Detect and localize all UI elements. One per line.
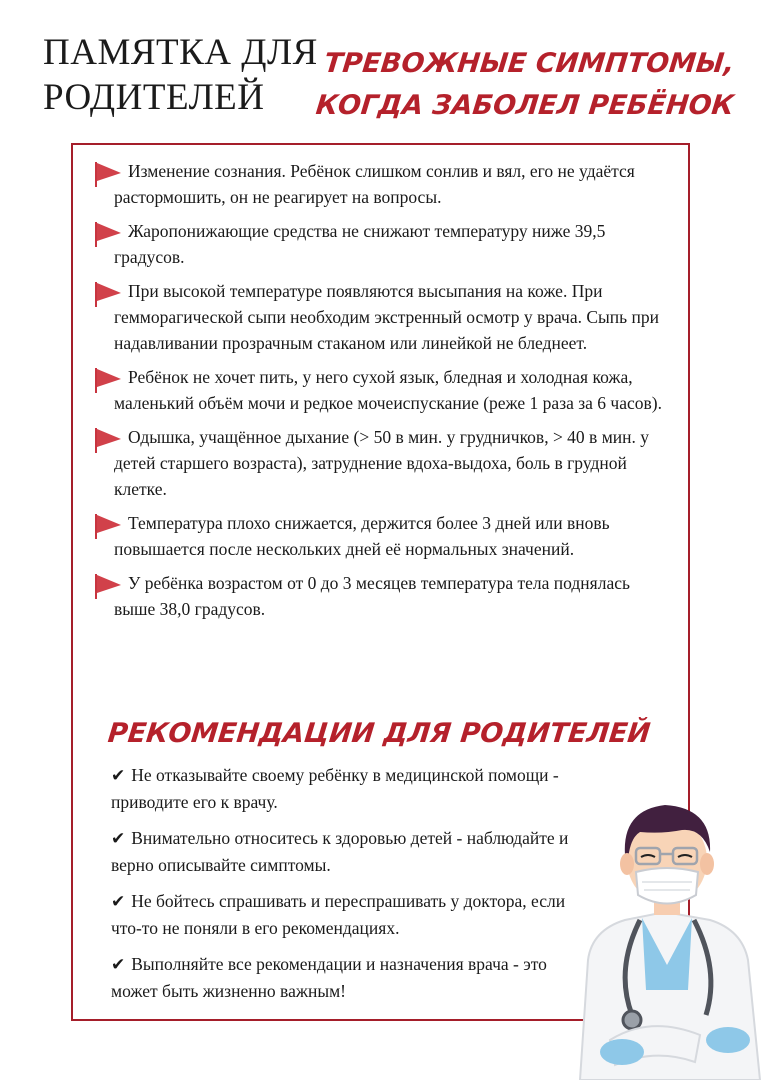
recommendations-heading: РЕКОМЕНДАЦИИ ДЛЯ РОДИТЕЛЕЙ — [106, 718, 652, 749]
red-flag-icon — [93, 572, 123, 600]
symptom-item — [93, 570, 668, 622]
recommendation-text: Не бойтесь спрашивать и переспрашивать у доктора, если что-то не поняли в его рекомендациях. — [111, 891, 566, 938]
recommendation-list — [111, 762, 586, 1014]
recommendation-text: Внимательно относитесь к здоровью детей - наблюдайте и верно описывайте симптомы. — [111, 828, 569, 875]
red-flag-icon — [93, 426, 123, 454]
recommendation-text: Выполняйте все рекомендации и назначения врача - это может быть жизненно важным! — [111, 954, 547, 1001]
symptom-text: Одышка, учащённое дыхание (> 50 в мин. у грудничков, > 40 в мин. у детей старшего возраста), затруднение вдоха-выдоха, боль в грудной клетке. — [114, 427, 650, 499]
recommendation-item — [111, 762, 586, 815]
symptom-item — [93, 424, 668, 502]
check-icon: ✔ — [111, 955, 126, 975]
recommendation-text: Не отказывайте своему ребёнку в медицинской помощи - приводите его к врачу. — [111, 765, 559, 812]
symptom-item — [93, 158, 668, 210]
red-flag-icon — [93, 160, 123, 188]
symptom-item — [93, 218, 668, 270]
check-icon: ✔ — [111, 766, 126, 786]
symptom-text: Ребёнок не хочет пить, у него сухой язык, бледная и холодная кожа, маленький объём мочи и редкое мочеиспускание (реже 1 раза за 6 часов). — [114, 367, 662, 413]
page-title: ПАМЯТКА ДЛЯ РОДИТЕЛЕЙ — [43, 32, 318, 118]
check-icon: ✔ — [111, 892, 126, 912]
red-flag-icon — [93, 512, 123, 540]
symptom-text: У ребёнка возрастом от 0 до 3 месяцев температура тела поднялась выше 38,0 градусов. — [114, 573, 630, 619]
red-flag-icon — [93, 366, 123, 394]
symptom-text: При высокой температуре появляются высыпания на коже. При гемморагической сыпи необходим экстренный осмотр у врача. Сыпь при надавливании прозрачным стаканом или линейкой не бледнеет. — [114, 281, 659, 353]
symptom-text: Изменение сознания. Ребёнок слишком сонлив и вял, его не удаётся растормошить, он не реагирует на вопросы. — [114, 161, 635, 207]
red-flag-icon — [93, 280, 123, 308]
red-flag-icon — [93, 220, 123, 248]
symptom-text: Температура плохо снижается, держится более 3 дней или вновь повышается после нескольких дней её нормальных значений. — [114, 513, 610, 559]
symptom-item — [93, 510, 668, 562]
symptom-item — [93, 278, 668, 356]
recommendation-item — [111, 951, 586, 1004]
recommendation-item — [111, 825, 586, 878]
alarm-symptoms-heading: ТРЕВОЖНЫЕ СИМПТОМЫ, КОГДА ЗАБОЛЕЛ РЕБЁНОК — [314, 48, 736, 121]
symptom-item — [93, 364, 668, 416]
doctor-illustration — [570, 790, 764, 1080]
symptom-text: Жаропонижающие средства не снижают температуру ниже 39,5 градусов. — [114, 221, 606, 267]
check-icon: ✔ — [111, 829, 126, 849]
recommendation-item — [111, 888, 586, 941]
symptom-list — [93, 158, 668, 630]
